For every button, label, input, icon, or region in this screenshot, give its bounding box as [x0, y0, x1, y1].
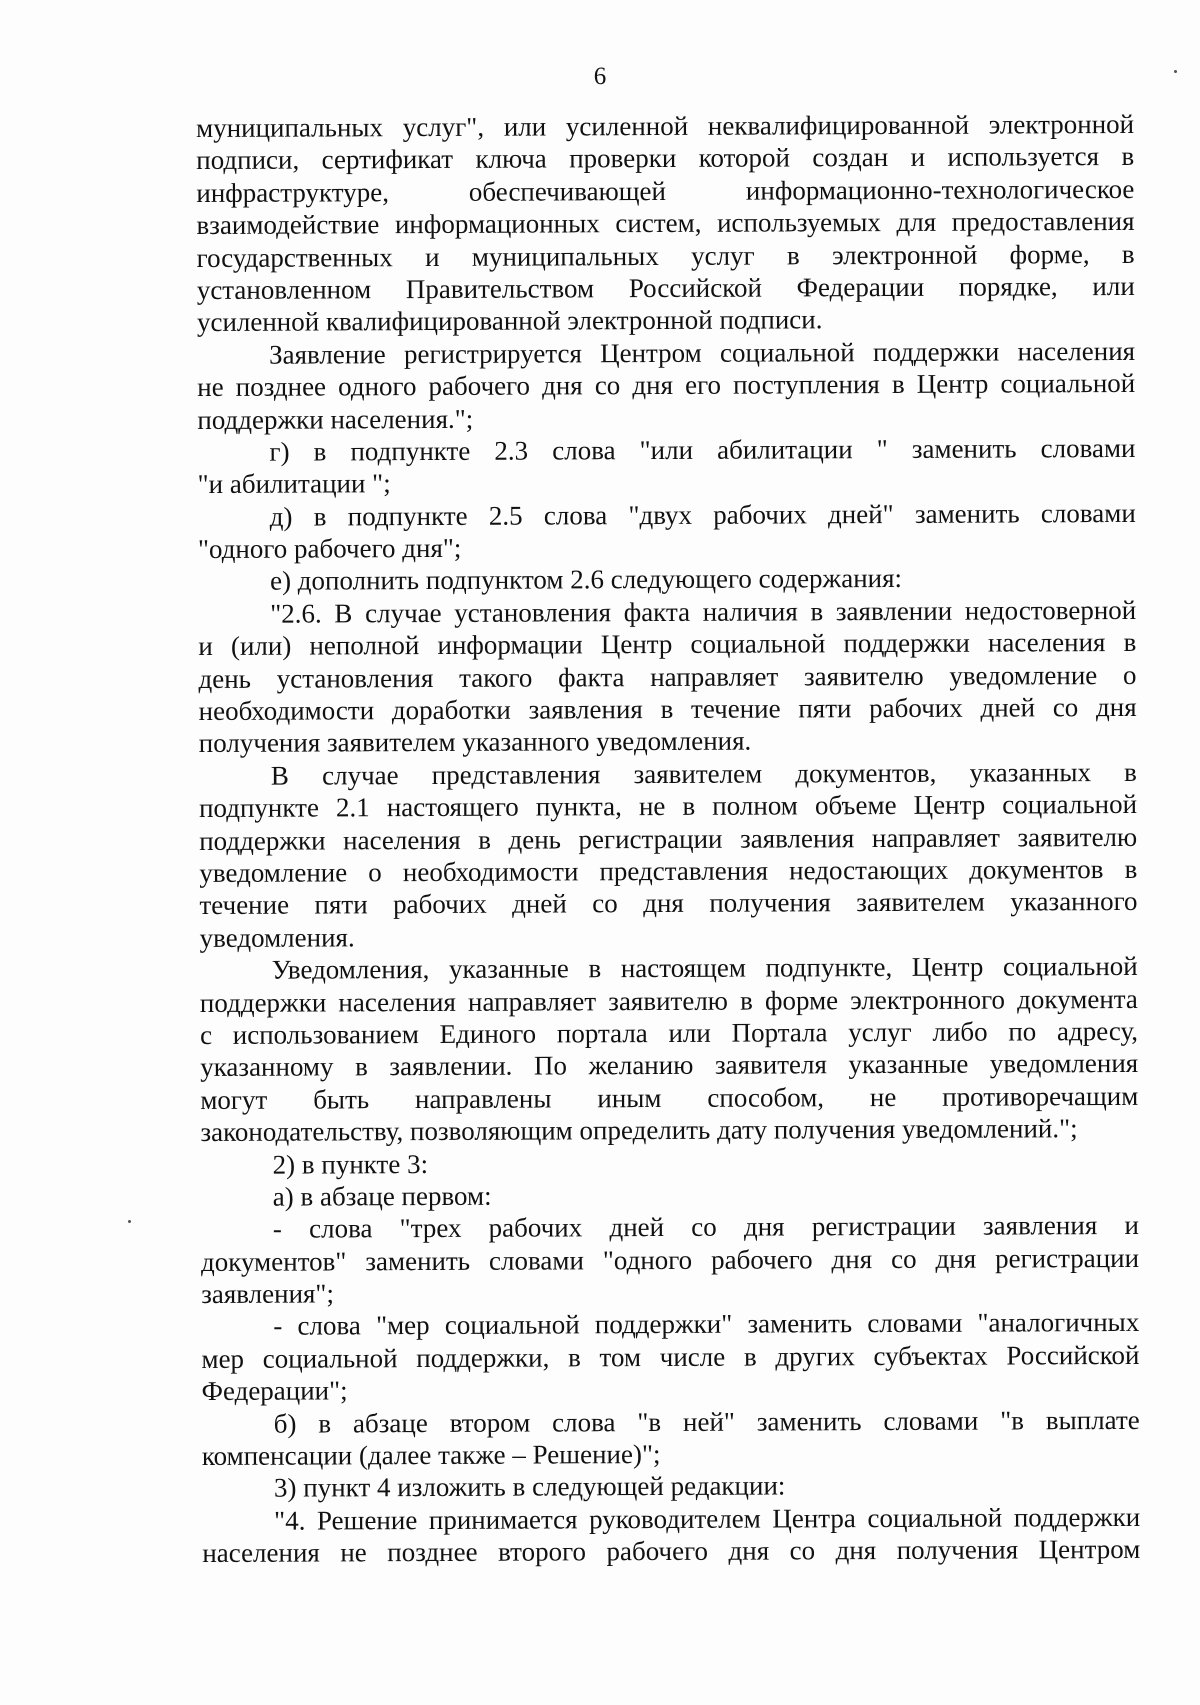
text-line: населения не позднее второго рабочего дня со дня получения Центром: [202, 1534, 1141, 1569]
document-body: [196, 108, 1140, 1570]
text-line: "одного рабочего дня";: [197, 532, 462, 565]
text-line: указанному в заявлении. По желанию заявителя указанные уведомления: [200, 1048, 1139, 1083]
text-line: "и абилитации ";: [197, 468, 391, 500]
text-line: муниципальных услуг", или усиленной неквалифицированной электронной: [196, 108, 1135, 143]
text-line: день установления такого факта направляет заявителю уведомление о: [198, 659, 1137, 694]
text-line: б) в абзаце втором слова "в ней" заменить словами "в выплате: [273, 1404, 1140, 1439]
text-line: инфраструктуре, обеспечивающей информационно-технологическое: [196, 173, 1135, 208]
text-line: получения заявителем указанного уведомления.: [198, 726, 752, 759]
page-number: 6: [593, 63, 607, 90]
text-line: течение пяти рабочих дней со дня получения заявителем указанного: [199, 886, 1138, 921]
scan-speck: [128, 1220, 131, 1223]
text-line: подпункте 2.1 настоящего пункта, не в полном объеме Центр социальной: [198, 789, 1138, 824]
text-line: г) в подпункте 2.3 слова "или абилитации " заменить словами: [269, 432, 1136, 467]
text-line: уведомления.: [199, 922, 355, 953]
text-line: законодательству, позволяющим определить дату получения уведомлений.";: [200, 1113, 1078, 1148]
scan-speck: [1174, 70, 1177, 73]
text-line: - слова "мер социальной поддержки" заменить словами "аналогичных: [273, 1307, 1140, 1342]
text-line: Заявление регистрируется Центром социальной поддержки населения: [268, 335, 1136, 370]
text-line: поддержки населения.";: [197, 403, 474, 435]
text-line: д) в подпункте 2.5 слова "двух рабочих дней" заменить словами: [269, 497, 1136, 532]
text-line: не позднее одного рабочего дня со дня его поступления в Центр социальной: [197, 368, 1136, 403]
text-line: Уведомления, указанные в настоящем подпункте, Центр социальной: [271, 951, 1138, 985]
text-line: подписи, сертификат ключа проверки которой создан и используется в: [196, 141, 1135, 176]
text-line: взаимодействие информационных систем, используемых для предоставления: [196, 206, 1135, 241]
text-line: поддержки населения в день регистрации заявления направляет заявителю: [199, 821, 1138, 856]
text-line: 2) в пункте 3:: [272, 1148, 429, 1180]
text-line: государственных и муниципальных услуг в электронной форме, в: [196, 238, 1135, 273]
text-line: необходимости доработки заявления в течение пяти рабочих дней со дня: [198, 691, 1137, 727]
text-line: заявления";: [201, 1278, 334, 1310]
text-line: с использованием Единого портала или Портала услуг либо по адресу,: [199, 1015, 1139, 1050]
text-line: е) дополнить подпунктом 2.6 следующего содержания:: [269, 563, 903, 597]
text-line: "2.6. В случае установления факта наличия в заявлении недостоверной: [270, 594, 1137, 629]
text-line: усиленной квалифицированной электронной подписи.: [196, 304, 823, 338]
text-line: Федерации";: [201, 1375, 348, 1407]
text-line: уведомление о необходимости представления недостающих документов в: [199, 853, 1138, 888]
text-line: могут быть направлены иным способом, не противоречащим: [200, 1080, 1139, 1115]
text-line: установленном Правительством Российской Федерации порядке, или: [196, 270, 1135, 305]
text-line: документов" заменить словами "одного рабочего дня со дня регистрации: [200, 1242, 1140, 1277]
text-line: и (или) неполной информации Центр социальной поддержки населения в: [198, 627, 1137, 662]
text-line: В случае представления заявителем документов, указанных в: [270, 756, 1137, 791]
text-line: - слова "трех рабочих дней со дня регистрации заявления и: [272, 1210, 1139, 1244]
text-line: а) в абзаце первом:: [272, 1180, 492, 1212]
text-line: "4. Решение принимается руководителем Центра социальной поддержки: [274, 1501, 1141, 1536]
text-line: 3) пункт 4 изложить в следующей редакции:: [273, 1470, 786, 1504]
text-line: поддержки населения направляет заявителю в форме электронного документа: [199, 983, 1138, 1018]
text-line: компенсации (далее также – Решение)";: [201, 1439, 661, 1472]
text-line: мер социальной поддержки, в том числе в других субъектах Российской: [201, 1339, 1140, 1374]
